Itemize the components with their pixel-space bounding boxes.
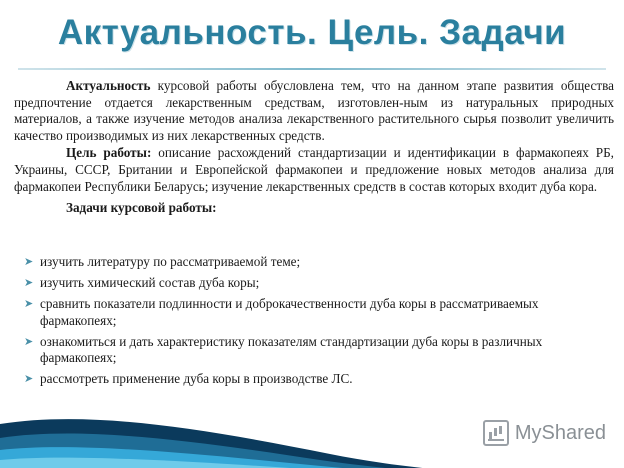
- paragraph-goal-text: описание расхождений стандартизации и идентификации в фармакопеях РБ, Украины, СССР, Британии и Европейской фармакопеи и предложение новых методов анализа для фармакопеи Республики Беларусь; изучение лекарственных средств в состав которых входит дуба кора.: [14, 145, 614, 194]
- arrow-bullet-icon: ➤: [24, 335, 34, 348]
- myshared-logo: [483, 420, 606, 446]
- list-item-label: ознакомиться и дать характеристику показателям стандартизации дуба коры в различных фармакопеях;: [40, 333, 543, 366]
- body-text: [14, 78, 614, 219]
- paragraph-relevance-lead: Актуальность: [66, 78, 151, 93]
- paragraph-relevance-text: курсовой работы обусловлена тем, что на данном этапе развития общества предпочтение отдается лекарственным средствам, изготовлен-ным из натуральных природных материалов, а также изучение методов анализа лекарственного растительного сырья позволит увеличить качество производимых из них лекарственных средств.: [14, 78, 614, 143]
- title-divider: [18, 68, 606, 70]
- presentation-chart-icon: [483, 420, 509, 446]
- tasks-list: [14, 254, 614, 392]
- list-item-label: сравнить показатели подлинности и доброкачественности дуба коры в рассматриваемых фармакопеях;: [40, 296, 539, 328]
- arrow-bullet-icon: ➤: [24, 277, 34, 289]
- logo-label: MyShared: [514, 421, 606, 444]
- list-item-label: изучить литературу по рассматриваемой теме;: [40, 254, 301, 269]
- list-item: [14, 296, 614, 330]
- list-item-label: рассмотреть применение дуба коры в производстве ЛС.: [40, 371, 353, 387]
- list-item: [14, 275, 614, 292]
- page-title: Актуальность. Цель. Задачи: [57, 13, 567, 52]
- paragraph-relevance: [14, 78, 614, 144]
- list-item: [14, 371, 614, 388]
- arrow-bullet-icon: ➤: [24, 298, 34, 310]
- arrow-bullet-icon: ➤: [24, 256, 34, 268]
- arrow-bullet-icon: ➤: [24, 373, 34, 386]
- list-item: [14, 254, 614, 271]
- paragraph-goal: [14, 145, 614, 195]
- list-item: [14, 334, 614, 368]
- list-item-label: изучить химический состав дуба коры;: [40, 275, 260, 290]
- paragraph-goal-lead: Цель работы:: [66, 145, 152, 161]
- tasks-subheading: Задачи курсовой работы:: [66, 200, 217, 216]
